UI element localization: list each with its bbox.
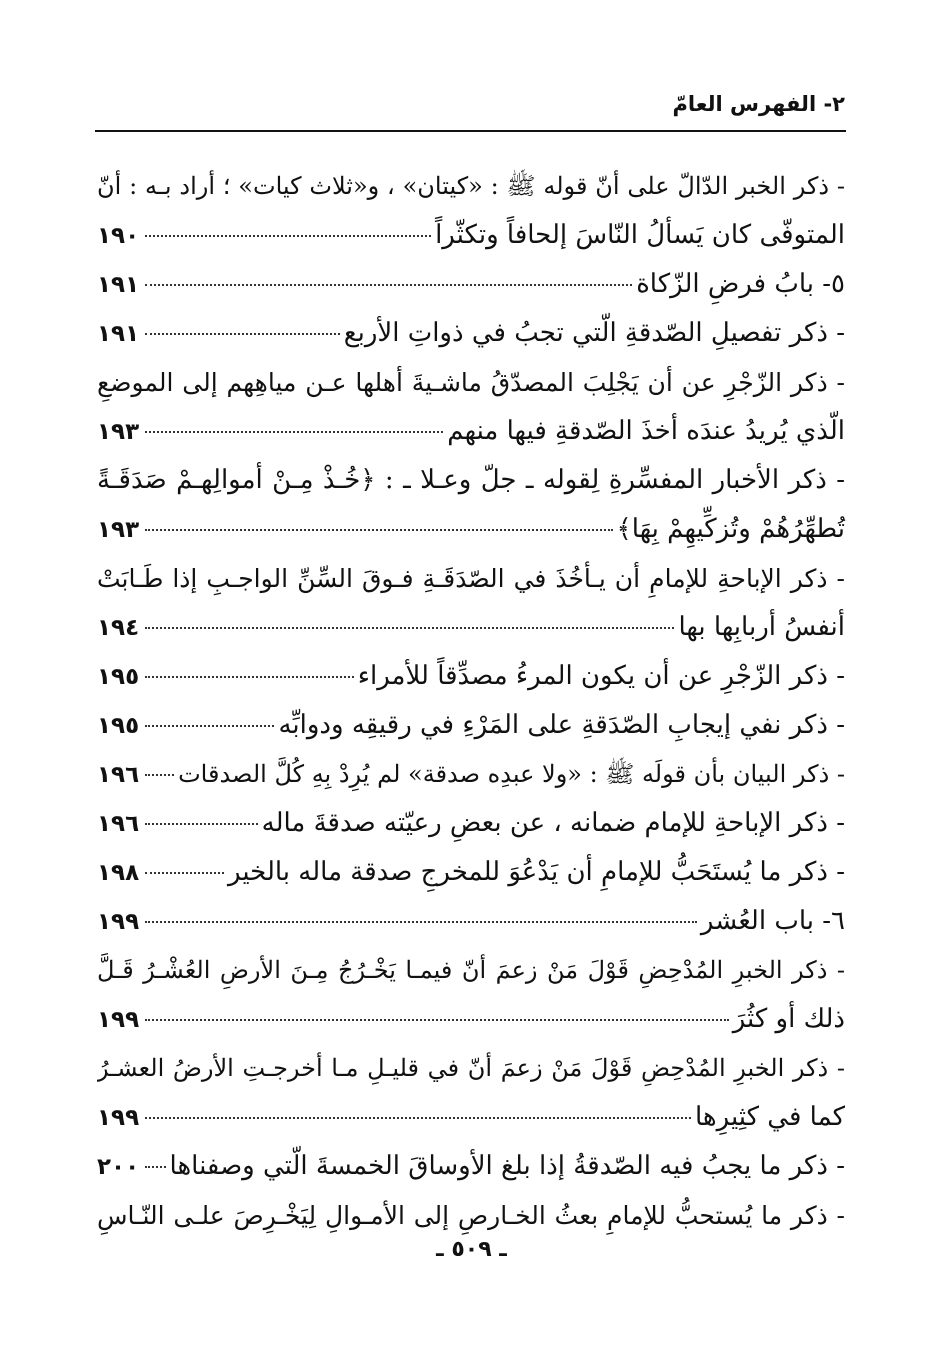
entry-final-line: [97, 309, 845, 358]
entry-final-line: [97, 897, 845, 946]
index-entry: [97, 1044, 845, 1142]
entry-title: - ذكر ما يجبُ فيه الصّدقةُ إذا بلغ الأوساقَ الخمسةَ الّتي وصفناها: [169, 1151, 845, 1181]
dot-leader: [145, 333, 340, 335]
index-entries: [97, 162, 845, 1240]
index-entry: [97, 260, 845, 309]
entry-title: - ذكر تفصيلِ الصّدقةِ الّتي تجبُ في ذواتِ الأربع: [343, 318, 845, 348]
entry-page-number: ١٩٩: [97, 1007, 140, 1033]
entry-title: أنفسُ أربابِها بها: [678, 612, 845, 642]
entry-final-line: [97, 603, 845, 652]
dot-leader: [145, 284, 632, 286]
entry-title: ذلك أو كثُرَ: [732, 1004, 845, 1034]
dot-leader: [145, 872, 224, 874]
entry-text-line: - ذكر الخبرِ المُدْحِضِ قَوْلَ مَنْ زعمَ أنّ في قليـلِ مـا أخرجـتِ الأرضُ العشـرُ: [97, 1054, 845, 1082]
entry-page-number: ١٩٣: [97, 517, 140, 543]
index-entry: [97, 1191, 845, 1240]
entry-final-line: [97, 701, 845, 750]
entry-final-line: [97, 995, 845, 1044]
entry-final-line: [97, 260, 845, 309]
dot-leader: [145, 1117, 691, 1119]
dot-leader: [145, 676, 354, 678]
entry-page-number: ٢٠٠: [97, 1154, 140, 1180]
index-entry: [97, 358, 845, 456]
entry-text-line: - ذكر ما يُستحبُّ للإمامِ بعثُ الخـارصِ إلى الأمـوالِ لِيَخْـرِصَ علـى النّـاسِ: [97, 1201, 845, 1230]
entry-text-line: - ذكر الأخبار المفسِّرةِ لِقوله ـ جلّ وعـلا ـ : ﴿خُـذْ مِـنْ أموالِهـمْ صَدَقَـةً: [97, 465, 845, 495]
index-entry: [97, 750, 845, 799]
entry-page-number: ١٩١: [97, 272, 140, 298]
dot-leader: [145, 921, 697, 923]
entry-text-line: - ذكر الإباحةِ للإمامِ أن يـأخُذَ في الصّدَقَـةِ فـوقَ السِّنِّ الواجـبِ إذا طَـابَتْ: [97, 564, 845, 593]
dot-leader: [145, 774, 174, 776]
dot-leader: [145, 1019, 729, 1021]
dot-leader: [145, 725, 274, 727]
entry-text-line: - ذكر الخبر الدّالّ على أنّ قوله ﷺ : «كيتان» ، و«ثلاث كيات» ؛ أراد بـه : أنّ: [97, 172, 845, 200]
entry-title: - ذكر الزّجْرِ عن أن يكون المرءُ مصدِّقاً للأمراء: [357, 661, 845, 691]
index-entry: [97, 946, 845, 1044]
entry-title: ٥- بابُ فرضِ الزّكاة: [636, 269, 845, 299]
entry-final-line: [97, 750, 845, 799]
entry-final-line: [97, 407, 845, 456]
entry-text-line: - ذكر الزّجْرِ عن أن يَجْلِبَ المصدّقُ ماشـيةَ أهلها عـن مياهِهم إلى الموضعِ: [97, 368, 845, 397]
entry-title: الّذي يُريدُ عندَه أخذَ الصّدقةِ فيها منهم: [447, 416, 845, 446]
dot-leader: [145, 1166, 166, 1168]
entry-title: كما في كثِيرِها: [694, 1102, 845, 1132]
page-number: ـ ٥٠٩ ـ: [436, 1237, 507, 1262]
dot-leader: [145, 235, 431, 237]
entry-final-line: [97, 211, 845, 260]
entry-page-number: ١٩١: [97, 321, 140, 347]
entry-page-number: ١٩٦: [97, 762, 140, 788]
entry-final-line: [97, 1093, 845, 1142]
entry-page-number: ١٩٣: [97, 419, 140, 445]
entry-final-line: [97, 652, 845, 701]
entry-final-line: [97, 1142, 845, 1191]
entry-title: المتوفّى كان يَسألُ النّاسَ إلحافاً وتكثّراً: [435, 220, 845, 250]
entry-title: - ذكر نفي إيجابِ الصّدَقةِ على المَرْءِ في رقيقِه ودوابِّه: [278, 710, 845, 740]
index-entry: [97, 1142, 845, 1191]
header-rule: [95, 130, 846, 132]
entry-page-number: ١٩٦: [97, 811, 140, 837]
entry-title: ٦- باب العُشر: [700, 906, 845, 936]
entry-page-number: ١٩٥: [97, 664, 140, 690]
entry-final-line: [97, 799, 845, 848]
index-entry: [97, 456, 845, 554]
entry-title: - ذكر البيان بأن قولَه ﷺ : «ولا عبدِه صدقة» لم يُرِدْ بِهِ كُلَّ الصدقات: [178, 760, 845, 788]
index-entry: [97, 799, 845, 848]
entry-page-number: ١٩٩: [97, 909, 140, 935]
index-entry: [97, 309, 845, 358]
entry-title: - ذكر الإباحةِ للإمام ضمانه ، عن بعضِ رعيّته صدقةَ ماله: [261, 808, 845, 838]
index-entry: [97, 652, 845, 701]
entry-final-line: [97, 848, 845, 897]
entry-page-number: ١٩٠: [97, 223, 140, 249]
entry-page-number: ١٩٩: [97, 1105, 140, 1131]
index-entry: [97, 897, 845, 946]
entry-title: تُطهِّرُهُمْ وتُزكِّيهِمْ بِهَا﴾: [616, 514, 845, 544]
entry-text-line: - ذكر الخبرِ المُدْحِضِ قَوْلَ مَنْ زعمَ أنّ فيمـا يَخْـرُجُ مِـنَ الأرضِ العُشْـرُ قَـلَّ: [97, 956, 845, 984]
dot-leader: [145, 627, 674, 629]
index-entry: [97, 162, 845, 260]
index-entry: [97, 554, 845, 652]
entry-page-number: ١٩٨: [97, 860, 140, 886]
entry-page-number: ١٩٥: [97, 713, 140, 739]
dot-leader: [145, 431, 443, 433]
entry-final-line: [97, 505, 845, 554]
entry-page-number: ١٩٤: [97, 615, 140, 641]
dot-leader: [145, 529, 613, 531]
running-header: ٢- الفهرس العامّ: [672, 92, 845, 116]
index-entry: [97, 701, 845, 750]
entry-title: - ذكر ما يُستَحَبُّ للإمامِ أن يَدْعُوَ للمخرجِ صدقة ماله بالخير: [227, 857, 845, 887]
dot-leader: [145, 823, 258, 825]
index-entry: [97, 848, 845, 897]
